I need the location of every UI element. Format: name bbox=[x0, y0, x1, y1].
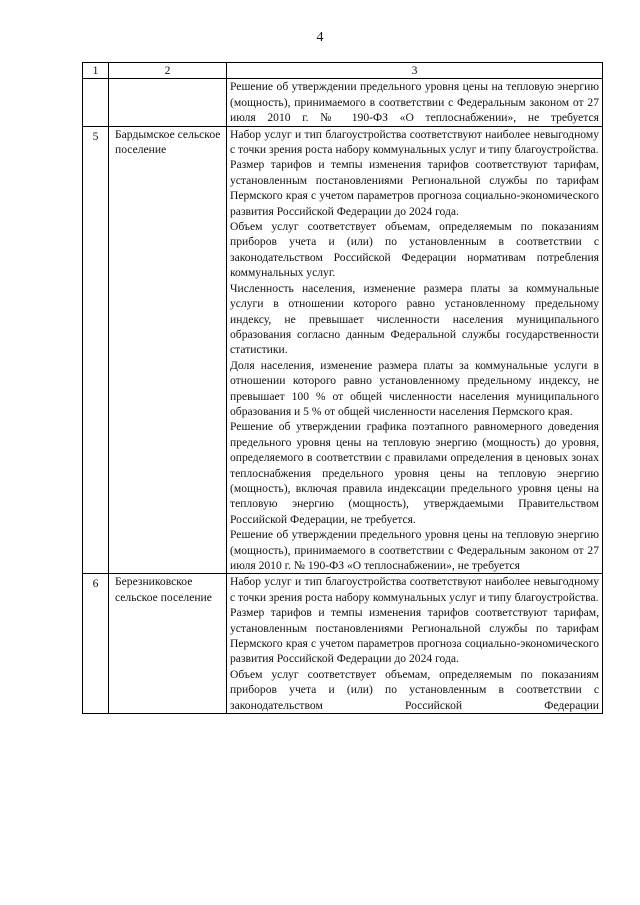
municipality-name: Бардымское сельское поселение bbox=[109, 126, 227, 574]
row-text bbox=[227, 574, 603, 714]
document-table bbox=[82, 62, 603, 714]
header-col-1: 1 bbox=[83, 63, 109, 79]
table-row bbox=[83, 574, 603, 714]
header-col-3: 3 bbox=[227, 63, 603, 79]
table-row bbox=[83, 79, 603, 126]
header-col-2: 2 bbox=[109, 63, 227, 79]
row-text bbox=[227, 79, 603, 126]
paragraph: Набор услуг и тип благоустройства соответствуют наиболее невыгодному с точки зрения роста набору коммунальных услуг и типу благоустройства. bbox=[230, 127, 599, 157]
paragraph: Решение об утверждении графика поэтапного равномерного доведения предельного уровня цены на тепловую энергию (мощность) до уровня, определяемого в соответствии с правилами определения в ценовых зонах теплоснабжения предельного уровня цены на тепловую энергию (мощность), включая правила индексации предельного уровня цены на тепловую энергию (мощность), утверждаемыми Правительством Российской Федерации, не требуется. bbox=[230, 420, 599, 526]
paragraph: Объем услуг соответствует объемам, определяемым по показаниям приборов учета и (или) по установленным в соответствии с законодательством Российской Федерации bbox=[230, 667, 599, 712]
municipality-name: Березниковское сельское поселение bbox=[109, 574, 227, 714]
paragraph: Набор услуг и тип благоустройства соответствуют наиболее невыгодному с точки зрения роста набору коммунальных услуг и типу благоустройства. bbox=[230, 575, 599, 604]
row-text bbox=[227, 126, 603, 574]
table-header-row bbox=[83, 63, 603, 79]
paragraph: Решение об утверждении предельного уровня цены на тепловую энергию (мощность), принимаемого в соответствии с Федеральным законом от 27 июля 2010 г. № 190-ФЗ «О теплоснабжении», не требуется bbox=[230, 80, 599, 125]
paragraph: Численность населения, изменение размера платы за коммунальные услуги в отношении которого равно установленному предельному индексу, не превышает численности населения муниципального образования согласно данным Федеральной службы государственности статистики. bbox=[230, 281, 599, 357]
row-number: 5 bbox=[83, 126, 109, 574]
row-number bbox=[83, 79, 109, 126]
paragraph: Размер тарифов и темпы изменения тарифов соответствуют тарифам, установленным постановлениями Региональной службы по тарифам Пермского края с учетом параметров прогноза социально-экономического развития Российской Федерации до 2024 года. bbox=[230, 158, 599, 218]
table-row bbox=[83, 126, 603, 574]
paragraph: Объем услуг соответствует объемам, определяемым по показаниям приборов учета и (или) по установленным в соответствии с законодательством Российской Федерации нормативам потребления коммунальных услуг. bbox=[230, 220, 599, 280]
paragraph: Решение об утверждении предельного уровня цены на тепловую энергию (мощность), принимаемого в соответствии с Федеральным законом от 27 июля 2010 г. № 190-ФЗ «О теплоснабжении», не требуется bbox=[230, 528, 599, 572]
municipality-name bbox=[109, 79, 227, 126]
row-number: 6 bbox=[83, 574, 109, 714]
page-number: 4 bbox=[316, 30, 324, 45]
paragraph: Размер тарифов и темпы изменения тарифов соответствуют тарифам, установленным постановлениями Региональной службы по тарифам Пермского края с учетом параметров прогноза социально-экономического развития Российской Федерации до 2024 года. bbox=[230, 606, 599, 666]
paragraph: Доля населения, изменение размера платы за коммунальные услуги в отношении которого равно установленному предельному индексу, не превышает 100 % от общей численности населения муниципального образования и 5 % от общей численности населения Пермского края. bbox=[230, 358, 599, 418]
